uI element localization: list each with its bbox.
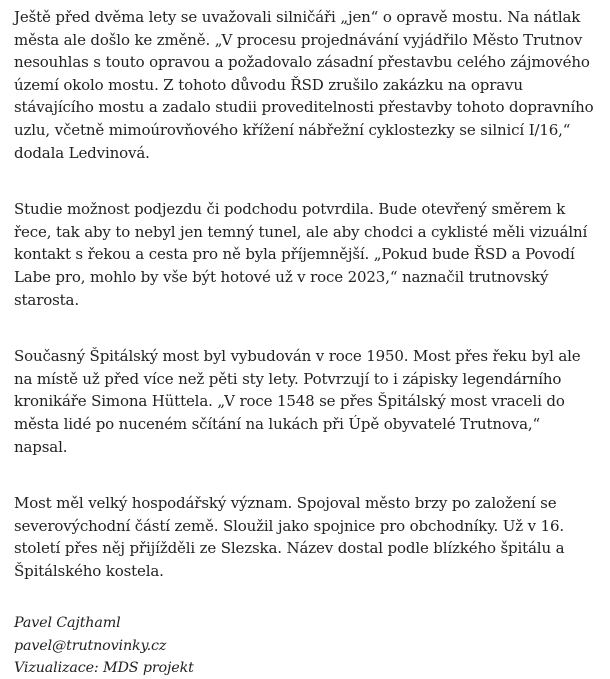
article-body [14,6,594,679]
paragraph-2: Studie možnost podjezdu či podchodu potvrdila. Bude otevřený směrem k řece, tak aby to nebyl jen temný tunel, ale aby chodci a cyklisté měli vizuální kontakt s řekou a cesta pro ně byla příjemnější. „Pokud bude ŘSD a Povodí Labe pro, mohlo by vše být hotové už v roce 2023,“ naznačil trutnovský starosta. [14,200,588,309]
image-credit: Vizualizace: MDS projekt [14,659,194,676]
author-name: Pavel Cajthaml [14,615,121,632]
author-email: pavel@trutnovinky.cz [14,637,167,654]
paragraph-3: Současný Špitálský most byl vybudován v roce 1950. Most přes řeku byl ale na místě už před více než pěti sty lety. Potvrzují to i zápisky legendárního kronikáře Simona Hüttela. „V roce 1548 se přes Špitálský most vraceli do města lidé po nuceném sčítání na lukách při Úpě obyvatelé Trutnova,“ napsal. [14,347,581,456]
paragraph-4: Most měl velký hospodářský význam. Spojoval město brzy po založení se severovýchodní částí země. Sloužil jako spojnice pro obchodníky. Už v 16. století přes něj přijížděli ze Slezska. Název dostal podle blízkého špitálu a Špitálského kostela. [14,494,565,580]
paragraph-1: Ještě před dvěma lety se uvažovali silničáři „jen“ o opravě mostu. Na nátlak města ale došlo ke změně. „V procesu projednávání vyjádřilo Město Trutnov nesouhlas s touto opravou a požadovalo zásadní přestavbu celého zájmového území okolo mostu. Z tohoto důvodu ŘSD zrušilo zakázku na opravu stávajícího mostu a zadalo studii proveditelnosti přestavby tohoto dopravního uzlu, včetně mimoúrovňového křížení nábřežní cyklostezky se silnicí I/16,“ dodala Ledvinová. [14,8,594,162]
byline [14,612,594,679]
